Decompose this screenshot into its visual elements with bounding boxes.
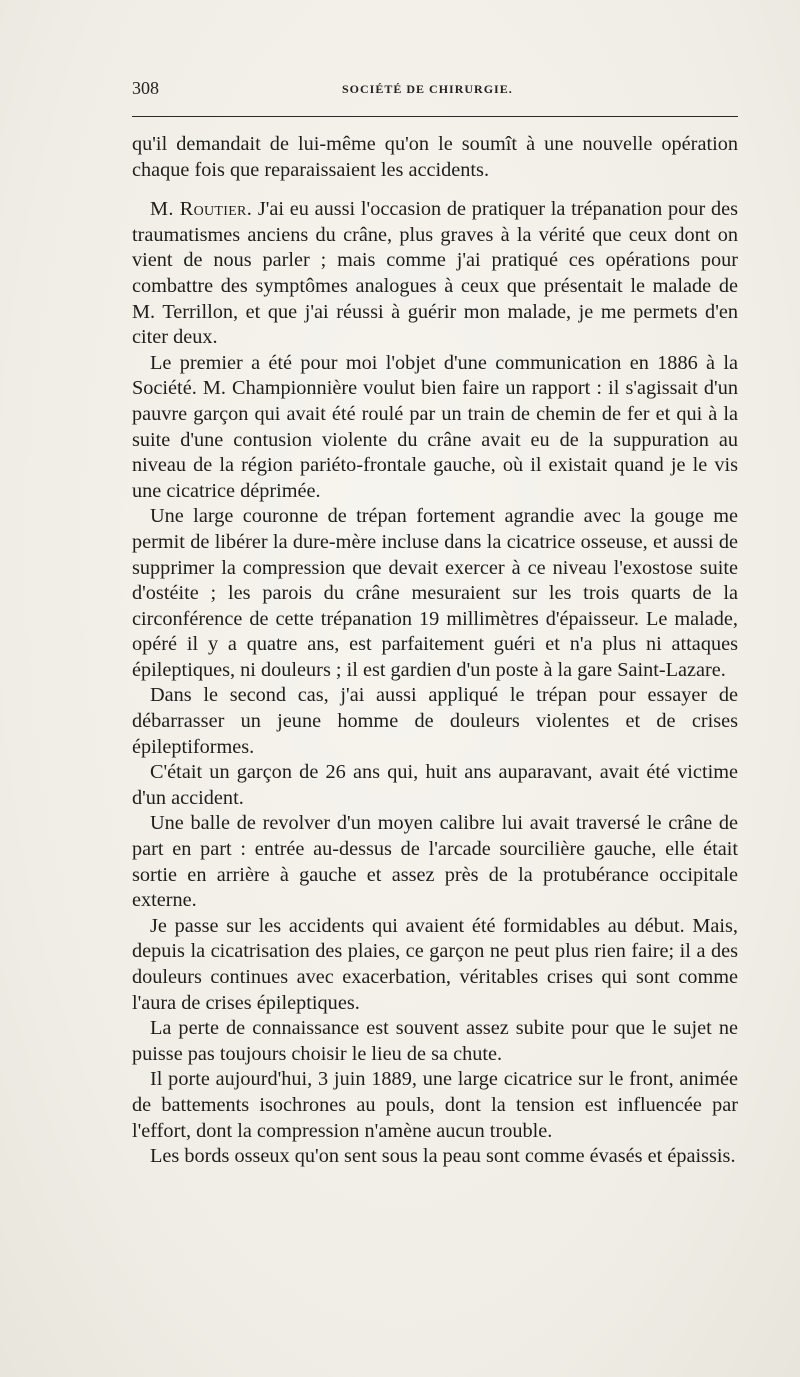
header-rule [132,116,738,117]
speaker-name: M. Routier. [150,198,253,221]
paragraph: La perte de connaissance est souvent assez subite pour que le sujet ne puisse pas toujours choisir le lieu de sa chute. [132,1017,738,1065]
speaker-text: J'ai eu aussi l'occasion de pratiquer la trépanation pour des traumatismes anciens du crâne, plus graves à la vérité que ceux dont on vient de nous parler ; mais comme j'ai pratiqué ces opérations pour combattre des symptômes analogues à ceux que présentait le malade de M. Terrillon, et que j'ai réussi à guérir mon malade, je me permets d'en citer deux. [132,198,738,349]
page-header [132,78,738,106]
paragraph: Il porte aujourd'hui, 3 juin 1889, une large cicatrice sur le front, animée de battements isochrones au pouls, dont la tension est influencée par l'effort, dont la compression n'amène aucun trouble. [132,1068,738,1142]
paragraph: Le premier a été pour moi l'objet d'une communication en 1886 à la Société. M. Championnière voulut bien faire un rapport : il s'agissait d'un pauvre garçon qui avait été roulé par un train de chemin de fer et qui à la suite d'une contusion violente du crâne avait eu de la suppuration au niveau de la région pariéto-frontale gauche, où il existait quand je le vis une cicatrice déprimée. [132,351,738,502]
body-text [132,132,738,1170]
paragraph: Dans le second cas, j'ai aussi appliqué le trépan pour essayer de débarrasser un jeune homme de douleurs violentes et de crises épileptiformes. [132,684,738,758]
running-title: SOCIÉTÉ DE CHIRURGIE. [342,82,513,96]
paragraph: Les bords osseux qu'on sent sous la peau sont comme évasés et épaissis. [150,1145,736,1168]
paragraph: Une large couronne de trépan fortement agrandie avec la gouge me permit de libérer la dure-mère incluse dans la cicatrice osseuse, et aussi de supprimer la compression que devait exercer à ce niveau l'exostose suite d'ostéite ; les parois du crâne mesuraient sur les trois quarts de la circonférence de cette trépanation 19 millimètres d'épaisseur. Le malade, opéré il y a quatre ans, est parfaitement guéri et n'a plus ni attaques épileptiques, ni douleurs ; il est gardien d'un poste à la gare Saint-Lazare. [132,505,738,681]
paragraph: C'était un garçon de 26 ans qui, huit ans auparavant, avait été victime d'un accident. [132,761,738,809]
page-number: 308 [132,78,159,98]
paragraph: Une balle de revolver d'un moyen calibre lui avait traversé le crâne de part en part : entrée au-dessus de l'arcade sourcilière gauche, elle était sortie en arrière à gauche et assez près de la protubérance occipitale externe. [132,812,738,912]
paragraph: Je passe sur les accidents qui avaient été formidables au début. Mais, depuis la cicatrisation des plaies, ce garçon ne peut plus rien faire; il a des douleurs continues avec exacerbation, véritables crises qui sont comme l'aura de crises épileptiques. [132,914,738,1014]
paragraph-continuation: qu'il demandait de lui-même qu'on le soumît à une nouvelle opération chaque fois que reparaissaient les accidents. [132,133,738,181]
paragraph-speaker [132,197,738,351]
